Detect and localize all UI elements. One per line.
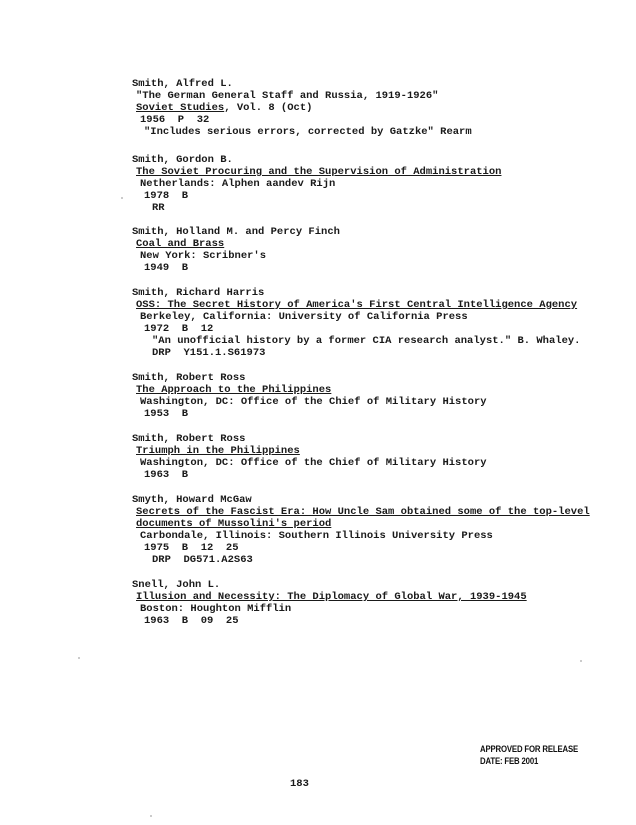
entry-title: Illusion and Necessity: The Diplomacy of Global War, 1939-1945 (136, 591, 527, 603)
release-stamp-approved: APPROVED FOR RELEASE (480, 744, 579, 755)
journal-name: Soviet Studies (136, 102, 225, 114)
entry-title: Coal and Brass (136, 238, 225, 250)
entry-title: The Approach to the Philippines (136, 384, 332, 396)
entry-title-continued: documents of Mussolini's period (136, 518, 332, 530)
bibliography-entry (132, 226, 602, 274)
entry-publisher: Boston: Houghton Mifflin (140, 603, 292, 615)
entry-publisher: Netherlands: Alphen aandev Rijn (140, 178, 336, 190)
entry-note: "An unofficial history by a former CIA research analyst." B. Whaley. (152, 335, 581, 347)
entry-code: 1949 B (144, 262, 189, 274)
entry-code: 1963 B 09 25 (144, 615, 239, 627)
entry-publisher: New York: Scribner's (140, 250, 267, 262)
entry-extra: RR (152, 202, 165, 214)
entry-publisher: Washington, DC: Office of the Chief of Military History (140, 457, 487, 469)
entry-call-number: DRP DG571.A2S63 (152, 554, 253, 566)
bibliography-entry (132, 372, 602, 420)
entry-journal (132, 102, 602, 114)
entry-title: "The German General Staff and Russia, 1919-1926" (136, 90, 439, 102)
entry-publisher: Berkeley, California: University of California Press (140, 311, 468, 323)
entry-author: Smith, Alfred L. (132, 78, 233, 90)
journal-volume: , Vol. 8 (Oct) (224, 102, 313, 114)
entry-code: 1956 P 32 (140, 114, 210, 126)
entry-title: OSS: The Secret History of America's First Central Intelligence Agency (136, 299, 578, 311)
entry-title: Secrets of the Fascist Era: How Uncle Sam obtained some of the top-level (136, 506, 590, 518)
scan-speck (121, 197, 123, 199)
entry-author: Smyth, Howard McGaw (132, 494, 252, 506)
scan-speck (150, 815, 152, 817)
entry-author: Smith, Holland M. and Percy Finch (132, 226, 340, 238)
entry-author: Smith, Gordon B. (132, 154, 233, 166)
entry-publisher: Carbondale, Illinois: Southern Illinois University Press (140, 530, 493, 542)
entry-code: 1978 B (144, 190, 189, 202)
entry-code: 1975 B 12 25 (144, 542, 239, 554)
entry-author: Snell, John L. (132, 579, 221, 591)
bibliography-entry (132, 579, 602, 627)
entry-code: 1972 B 12 (144, 323, 214, 335)
bibliography-entry (132, 287, 602, 359)
bibliography-entry (132, 78, 602, 138)
entry-title: The Soviet Procuring and the Supervision of Administration (136, 166, 502, 178)
scan-speck (580, 660, 582, 662)
entry-code: 1953 B (144, 408, 189, 420)
bibliography-entry (132, 494, 602, 566)
entry-note: "Includes serious errors, corrected by Gatzke" Rearm (144, 126, 472, 138)
release-stamp-date: DATE: FEB 2001 (480, 756, 539, 767)
bibliography-entry (132, 433, 602, 481)
entry-author: Smith, Richard Harris (132, 287, 265, 299)
entry-publisher: Washington, DC: Office of the Chief of Military History (140, 396, 487, 408)
scan-speck (78, 657, 80, 659)
entry-call-number: DRP Y151.1.S61973 (152, 347, 266, 359)
entry-title: Triumph in the Philippines (136, 445, 300, 457)
entry-author: Smith, Robert Ross (132, 372, 246, 384)
page-number: 183 (290, 778, 309, 790)
entry-code: 1963 B (144, 469, 189, 481)
entry-author: Smith, Robert Ross (132, 433, 246, 445)
release-stamp (480, 744, 578, 768)
bibliography-entry (132, 154, 602, 214)
